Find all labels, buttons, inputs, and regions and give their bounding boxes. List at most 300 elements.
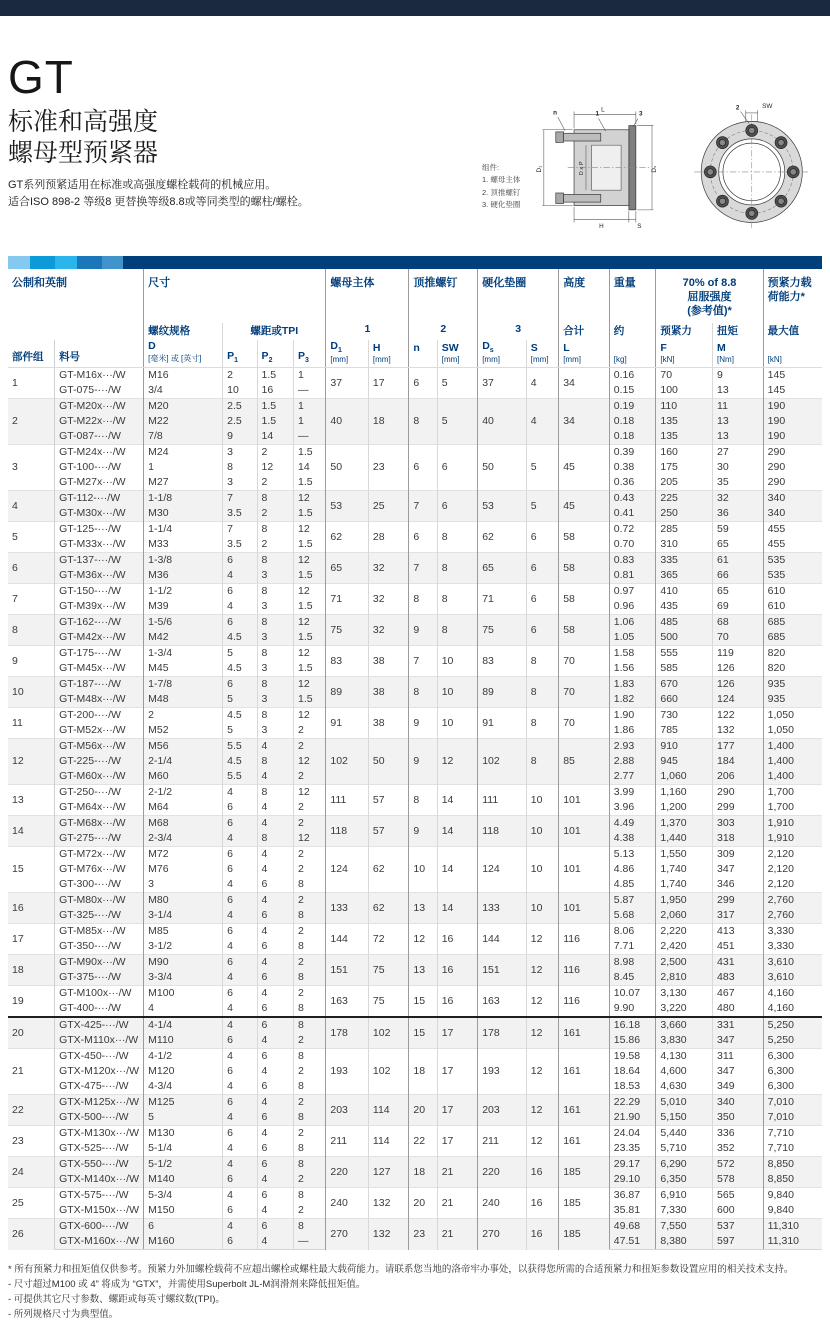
preload-cell: 1,200 [656,800,713,816]
l-cell: 101 [559,816,610,847]
part-group-cell: 22 [8,1095,55,1126]
h-cell: 132 [368,1219,408,1250]
preload-cell: 5,010 [656,1095,713,1111]
d1-cell: 144 [326,924,369,955]
p3-cell: 2 [293,723,325,739]
weight-cell: 0.81 [609,568,656,584]
thread-size-cell: 3-1/2 [144,939,223,955]
max-capacity-cell: 685 [763,615,822,631]
torque-cell: 32 [713,491,764,507]
p3-cell: 1 [293,368,325,384]
part-number-cell: GT-275-···/W [55,831,144,847]
p1-cell: 6 [223,816,257,832]
p2-cell: 4 [257,816,293,832]
part-label-3: 3 [639,111,643,118]
col-group-capacity [763,269,822,323]
table-row [8,1219,822,1235]
torque-cell: 184 [713,754,764,769]
p2-cell: 6 [257,1017,293,1033]
p3-cell: 1.5 [293,630,325,646]
max-capacity-cell: 820 [763,646,822,662]
thread-size-cell: M22 [144,414,223,429]
p3-cell: 2 [293,862,325,877]
weight-cell: 0.83 [609,553,656,569]
torque-cell: 35 [713,475,764,491]
col-approx: 约 [609,323,656,340]
p1-cell: 4 [223,1157,257,1173]
preload-cell: 310 [656,537,713,553]
torque-cell: 13 [713,414,764,429]
max-capacity-cell: 2,760 [763,908,822,924]
p1-cell: 4 [223,1219,257,1235]
torque-cell: 480 [713,1001,764,1017]
preload-cell: 100 [656,383,713,399]
thread-size-cell: 1-3/8 [144,553,223,569]
p3-cell: 12 [293,754,325,769]
s-cell: 16 [526,1157,558,1188]
p3-cell: 2 [293,924,325,940]
weight-cell: 1.58 [609,646,656,662]
p1-cell: 4 [223,831,257,847]
p1-cell: 3.5 [223,537,257,553]
max-capacity-cell: 4,160 [763,986,822,1002]
preload-cell: 8,380 [656,1234,713,1250]
table-row [8,739,822,755]
l-cell: 116 [559,924,610,955]
thread-size-cell: M160 [144,1234,223,1250]
top-accent-bar [0,0,830,16]
max-capacity-cell: 7,010 [763,1095,822,1111]
max-capacity-cell: 5,250 [763,1033,822,1049]
p2-cell: 3 [257,692,293,708]
sw-cell: 14 [437,816,477,847]
thread-size-cell: M36 [144,568,223,584]
part-group-cell: 26 [8,1219,55,1250]
p2-cell: 2 [257,537,293,553]
p3-cell: 2 [293,769,325,785]
preload-cell: 1,060 [656,769,713,785]
p3-cell: 8 [293,1141,325,1157]
torque-cell: 347 [713,862,764,877]
part-group-cell: 21 [8,1049,55,1095]
table-row [8,677,822,693]
weight-cell: 5.68 [609,908,656,924]
max-capacity-cell: 11,310 [763,1219,822,1235]
part-number-cell: GTX-600-···/W [55,1219,144,1235]
weight-cell: 1.90 [609,708,656,724]
thread-size-cell: M100 [144,986,223,1002]
part-group-cell: 3 [8,445,55,491]
preload-cell: 7,550 [656,1219,713,1235]
s-cell: 5 [526,491,558,522]
part-group-cell: 20 [8,1017,55,1049]
col-max: 最大值 [763,323,822,340]
h-cell: 72 [368,924,408,955]
weight-cell: 24.04 [609,1126,656,1142]
p2-cell: 2 [257,445,293,461]
l-cell: 101 [559,893,610,924]
max-capacity-cell: 3,330 [763,939,822,955]
table-row [8,986,822,1002]
p2-cell: 6 [257,970,293,986]
preload-cell: 4,600 [656,1064,713,1079]
n-cell: 23 [409,1219,437,1250]
s-cell: 12 [526,986,558,1018]
weight-cell: 0.16 [609,368,656,384]
part-number-cell: GT-M76x···/W [55,862,144,877]
d1-cell: 118 [326,816,369,847]
preload-cell: 205 [656,475,713,491]
part-number-cell: GT-M42x···/W [55,630,144,646]
p3-cell: 8 [293,970,325,986]
p1-cell: 6 [223,924,257,940]
p1-cell: 6 [223,1064,257,1079]
thread-size-cell: 1-1/8 [144,491,223,507]
part-number-cell: GT-175-···/W [55,646,144,662]
thread-size-cell: M52 [144,723,223,739]
n-cell: 8 [409,584,437,615]
torque-cell: 451 [713,939,764,955]
thread-size-cell: 3/4 [144,383,223,399]
d1-cell: 211 [326,1126,369,1157]
max-capacity-cell: 2,760 [763,893,822,909]
h-cell: 38 [368,708,408,739]
max-capacity-cell: 190 [763,414,822,429]
table-row [8,1188,822,1204]
p3-cell: 12 [293,553,325,569]
p1-cell: 4 [223,1141,257,1157]
torque-cell: 309 [713,847,764,863]
p2-cell: 8 [257,831,293,847]
weight-cell: 36.87 [609,1188,656,1204]
p1-cell: 3 [223,475,257,491]
p3-cell: — [293,383,325,399]
p3-cell: — [293,1234,325,1250]
accent-bar-segment [77,256,102,269]
d1-cell: 124 [326,847,369,893]
weight-cell: 8.98 [609,955,656,971]
thread-size-cell: M72 [144,847,223,863]
part-number-cell: GT-075-···/W [55,383,144,399]
p1-cell: 5.5 [223,739,257,755]
ds-cell: 40 [478,399,527,445]
p1-cell: 6 [223,862,257,877]
table-row [8,522,822,538]
h-cell: 75 [368,955,408,986]
p2-cell: 4 [257,800,293,816]
col-sub-1: 1 [326,323,409,340]
sw-cell: 6 [437,491,477,522]
sw-cell: 5 [437,399,477,445]
p2-cell: 4 [257,986,293,1002]
p3-cell: 12 [293,677,325,693]
thread-size-cell: M39 [144,599,223,615]
torque-cell: 124 [713,692,764,708]
part-number-cell: GT-112-···/W [55,491,144,507]
jackscrew-top-head [556,132,564,143]
preload-cell: 70 [656,368,713,384]
max-capacity-cell: 340 [763,491,822,507]
preload-cell: 670 [656,677,713,693]
p1-cell: 4.5 [223,708,257,724]
h-cell: 18 [368,399,408,445]
col-total: 合计 [559,323,610,340]
dim-label-sw: SW [762,103,772,110]
l-cell: 185 [559,1157,610,1188]
table-row [8,1157,822,1173]
weight-cell: 8.45 [609,970,656,986]
part-number-cell: GTX-550-···/W [55,1157,144,1173]
p2-cell: 4 [257,1033,293,1049]
n-cell: 22 [409,1126,437,1157]
weight-cell: 18.53 [609,1079,656,1095]
s-cell: 12 [526,955,558,986]
table-row [8,847,822,863]
col-group-weight: 重量 [609,269,656,323]
torque-cell: 336 [713,1126,764,1142]
torque-cell: 317 [713,908,764,924]
torque-cell: 290 [713,785,764,801]
part-number-cell: GT-M72x···/W [55,847,144,863]
col-S: S [mm] [526,340,558,368]
preload-cell: 1,950 [656,893,713,909]
torque-cell: 303 [713,816,764,832]
torque-cell: 68 [713,615,764,631]
weight-cell: 15.86 [609,1033,656,1049]
part-group-cell: 25 [8,1188,55,1219]
weight-cell: 7.71 [609,939,656,955]
p2-cell: 4 [257,739,293,755]
p1-cell: 2 [223,368,257,384]
sw-cell: 8 [437,522,477,553]
preload-cell: 160 [656,445,713,461]
torque-cell: 347 [713,1033,764,1049]
max-capacity-cell: 7,710 [763,1126,822,1142]
thread-size-cell: M76 [144,862,223,877]
capacity-line-1: 预紧力载 [768,277,812,289]
col-group-yield [656,269,763,323]
p1-cell: 4 [223,1188,257,1204]
thread-size-cell: 3 [144,877,223,893]
p2-cell: 4 [257,1203,293,1219]
p1-cell: 2.5 [223,399,257,415]
thread-size-cell: 5 [144,1110,223,1126]
part-group-cell: 16 [8,893,55,924]
preload-cell: 365 [656,568,713,584]
p3-cell: 2 [293,893,325,909]
preload-cell: 660 [656,692,713,708]
table-row [8,445,822,461]
col-group-nut-body: 螺母主体 [326,269,409,323]
torque-cell: 467 [713,986,764,1002]
n-cell: 15 [409,1017,437,1049]
p2-cell: 8 [257,754,293,769]
p3-cell: 1.5 [293,537,325,553]
p1-cell: 3.5 [223,506,257,522]
thread-size-cell: 1-3/4 [144,646,223,662]
p3-cell: 12 [293,522,325,538]
l-cell: 70 [559,677,610,708]
col-sub-3: 3 [478,323,559,340]
max-capacity-cell: 6,300 [763,1049,822,1065]
preload-cell: 2,220 [656,924,713,940]
table-row [8,646,822,662]
part-number-cell: GT-M33x···/W [55,537,144,553]
torque-cell: 177 [713,739,764,755]
n-cell: 6 [409,522,437,553]
col-n: n [409,340,437,368]
weight-cell: 4.38 [609,831,656,847]
weight-cell: 4.85 [609,877,656,893]
part-group-cell: 17 [8,924,55,955]
preload-cell: 5,440 [656,1126,713,1142]
preload-cell: 6,910 [656,1188,713,1204]
sw-cell: 17 [437,1017,477,1049]
part-number-cell: GT-M30x···/W [55,506,144,522]
s-cell: 12 [526,1017,558,1049]
p1-cell: 6 [223,847,257,863]
thread-size-cell: M45 [144,661,223,677]
s-cell: 16 [526,1219,558,1250]
preload-cell: 3,130 [656,986,713,1002]
p1-cell: 6 [223,553,257,569]
p1-cell: 4 [223,908,257,924]
s-cell: 8 [526,677,558,708]
p3-cell: 2 [293,1126,325,1142]
sw-cell: 12 [437,739,477,785]
part-number-cell: GT-M27x···/W [55,475,144,491]
max-capacity-cell: 820 [763,661,822,677]
part-group-cell: 8 [8,615,55,646]
table-row [8,708,822,724]
col-thread-spec: 螺纹规格 [144,323,223,340]
part-number-cell: GTX-M125x···/W [55,1095,144,1111]
torque-cell: 346 [713,877,764,893]
torque-cell: 578 [713,1172,764,1188]
sw-cell: 14 [437,785,477,816]
p3-cell: 2 [293,1203,325,1219]
s-cell: 4 [526,399,558,445]
weight-cell: 0.96 [609,599,656,615]
p3-cell: 14 [293,460,325,475]
part-number-cell: GT-100-···/W [55,460,144,475]
h-cell: 32 [368,553,408,584]
weight-cell: 0.15 [609,383,656,399]
ds-cell: 83 [478,646,527,677]
p2-cell: 6 [257,877,293,893]
thread-size-cell: M85 [144,924,223,940]
weight-cell: 1.86 [609,723,656,739]
sw-cell: 10 [437,708,477,739]
torque-cell: 65 [713,537,764,553]
p2-cell: 6 [257,939,293,955]
accent-bar-segment [102,256,123,269]
p2-cell: 4 [257,893,293,909]
thread-size-cell: 5-1/4 [144,1141,223,1157]
p2-cell: 4 [257,847,293,863]
preload-cell: 2,060 [656,908,713,924]
l-cell: 101 [559,785,610,816]
weight-cell: 18.64 [609,1064,656,1079]
col-torque: 扭矩 [713,323,764,340]
s-cell: 10 [526,816,558,847]
p3-cell: 12 [293,785,325,801]
d1-cell: 65 [326,553,369,584]
p3-cell: 8 [293,1110,325,1126]
part-number-cell: GT-M36x···/W [55,568,144,584]
p2-cell: 6 [257,1110,293,1126]
p1-cell: 8 [223,460,257,475]
torque-cell: 126 [713,661,764,677]
p3-cell: 8 [293,1219,325,1235]
sw-cell: 8 [437,584,477,615]
weight-cell: 8.06 [609,924,656,940]
weight-cell: 4.49 [609,816,656,832]
ds-cell: 270 [478,1219,527,1250]
h-cell: 102 [368,1017,408,1049]
max-capacity-cell: 145 [763,368,822,384]
sw-cell: 10 [437,677,477,708]
part-number-cell: GT-375-···/W [55,970,144,986]
col-L: L [mm] [559,340,610,368]
part-number-cell: GT-M100x···/W [55,986,144,1002]
max-capacity-cell: 6,300 [763,1079,822,1095]
col-group-washer: 硬化垫圈 [478,269,559,323]
part-number-cell: GT-M48x···/W [55,692,144,708]
d1-cell: 50 [326,445,369,491]
torque-cell: 59 [713,522,764,538]
h-cell: 102 [368,1049,408,1095]
p3-cell: 2 [293,800,325,816]
sw-cell: 16 [437,955,477,986]
p2-cell: 4 [257,1095,293,1111]
s-cell: 12 [526,1126,558,1157]
p2-cell: 6 [257,1141,293,1157]
col-D1: $D_1$ [mm] [326,340,369,368]
n-cell: 6 [409,368,437,399]
max-capacity-cell: 1,400 [763,754,822,769]
thread-size-cell: 1-1/2 [144,584,223,600]
thread-size-cell: M60 [144,769,223,785]
n-cell: 8 [409,399,437,445]
thread-size-cell: M33 [144,537,223,553]
p3-cell: 1.5 [293,568,325,584]
s-cell: 4 [526,368,558,399]
n-cell: 15 [409,986,437,1018]
l-cell: 34 [559,399,610,445]
part-number-cell: GT-M90x···/W [55,955,144,971]
torque-cell: 352 [713,1141,764,1157]
max-capacity-cell: 455 [763,522,822,538]
col-sub-2: 2 [409,323,478,340]
s-cell: 6 [526,615,558,646]
ds-cell: 133 [478,893,527,924]
d1-cell: 240 [326,1188,369,1219]
s-cell: 8 [526,708,558,739]
preload-cell: 5,710 [656,1141,713,1157]
max-capacity-cell: 8,850 [763,1157,822,1173]
thread-size-cell: 4-1/2 [144,1049,223,1065]
torque-cell: 572 [713,1157,764,1173]
part-number-cell: GT-M20x···/W [55,399,144,415]
max-capacity-cell: 2,120 [763,862,822,877]
ds-cell: 240 [478,1188,527,1219]
p2-cell: 8 [257,522,293,538]
weight-cell: 0.72 [609,522,656,538]
s-cell: 12 [526,1095,558,1126]
torque-cell: 565 [713,1188,764,1204]
p2-cell: 1.5 [257,368,293,384]
